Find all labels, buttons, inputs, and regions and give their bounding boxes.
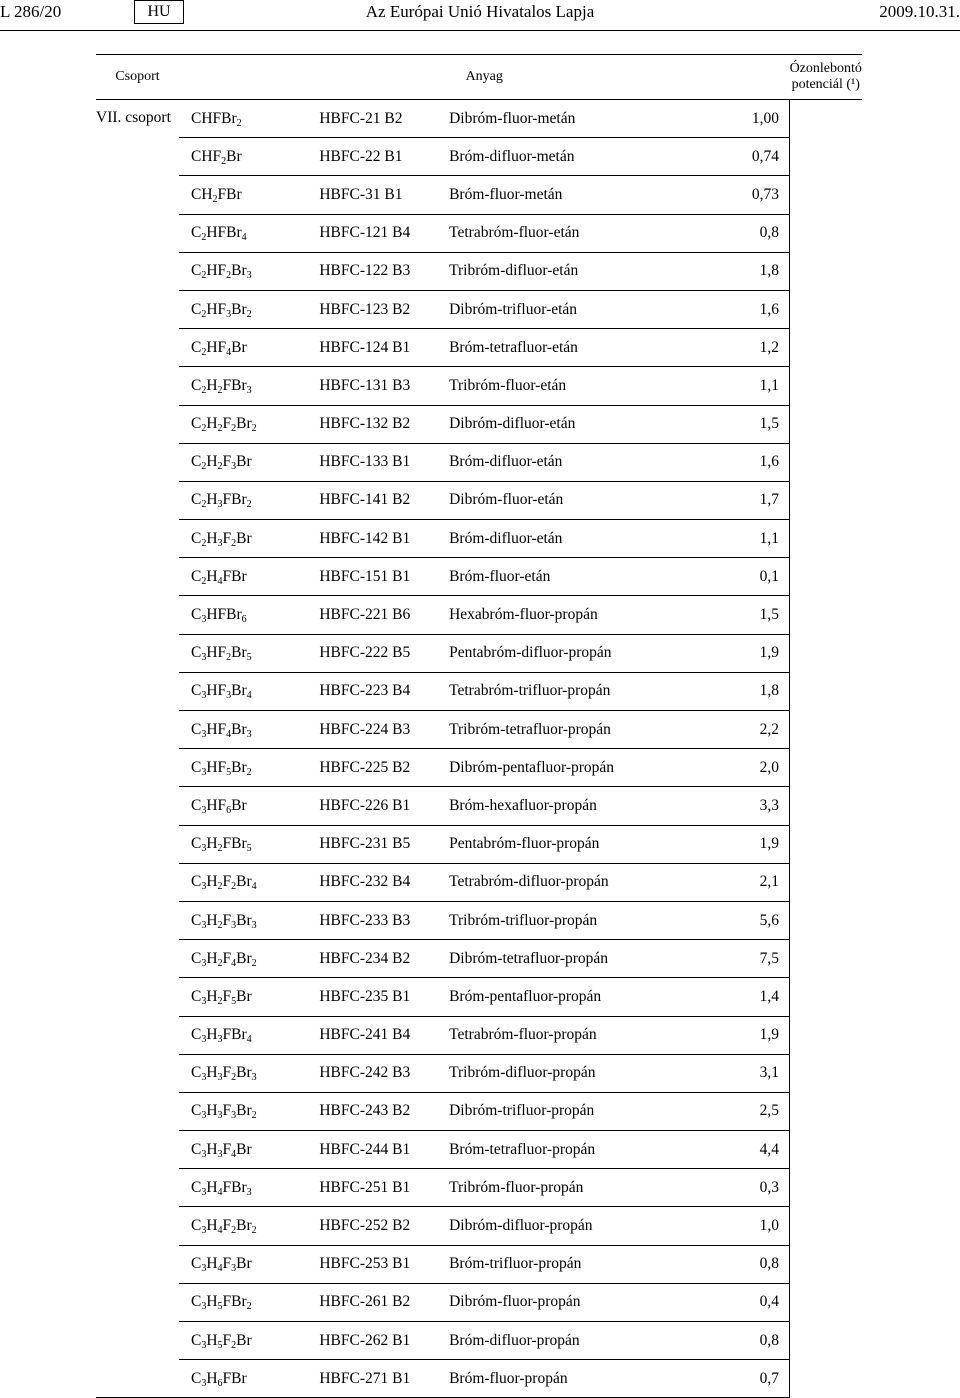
formula-cell: $C_3H_2F_5Br$ (179, 978, 319, 1016)
formula-cell: $C_2HF_3Br_2$ (179, 290, 319, 328)
name-cell: Bróm-difluor-metán (449, 138, 720, 176)
group-cell (96, 863, 179, 901)
group-cell (96, 1283, 179, 1321)
table-row (96, 940, 862, 978)
empty-cell (789, 1245, 862, 1283)
name-cell: Tetrabróm-fluor-propán (449, 1016, 720, 1054)
name-cell: Tetrabróm-trifluor-propán (449, 672, 720, 710)
language-badge: HU (134, 0, 184, 24)
group-cell (96, 940, 179, 978)
group-cell (96, 787, 179, 825)
formula-cell: CHFBr$_2$ (179, 100, 319, 138)
group-cell (96, 1322, 179, 1360)
code-cell: HBFC-261 B2 (319, 1283, 449, 1321)
formula-cell: $C_3H_3F_4Br$ (179, 1131, 319, 1169)
name-cell: Tribróm-trifluor-propán (449, 901, 720, 939)
group-cell (96, 634, 179, 672)
table-header-row (96, 55, 862, 100)
name-cell: Dibróm-difluor-etán (449, 405, 720, 443)
col-header-odp (789, 55, 862, 100)
name-cell: Tribróm-fluor-propán (449, 1169, 720, 1207)
group-cell (96, 138, 179, 176)
odp-cell: 0,74 (720, 138, 790, 176)
col-header-substance: Anyag (179, 55, 789, 100)
name-cell: Tribróm-difluor-etán (449, 252, 720, 290)
empty-cell (789, 405, 862, 443)
code-cell: HBFC-31 B1 (319, 176, 449, 214)
group-cell (96, 290, 179, 328)
empty-cell (789, 290, 862, 328)
code-cell: HBFC-223 B4 (319, 672, 449, 710)
name-cell: Bróm-difluor-etán (449, 520, 720, 558)
name-cell: Tribróm-difluor-propán (449, 1054, 720, 1092)
formula-cell: $C_3H_2FBr_5$ (179, 825, 319, 863)
name-cell: Dibróm-trifluor-etán (449, 290, 720, 328)
odp-cell: 1,1 (720, 520, 790, 558)
table-row (96, 1360, 862, 1398)
group-cell (96, 252, 179, 290)
name-cell: Tribróm-fluor-etán (449, 367, 720, 405)
table-row (96, 1245, 862, 1283)
code-cell: HBFC-124 B1 (319, 329, 449, 367)
table-row (96, 863, 862, 901)
group-cell (96, 481, 179, 519)
formula-cell: $C_3HF_6Br$ (179, 787, 319, 825)
name-cell: Bróm-fluor-metán (449, 176, 720, 214)
code-cell: HBFC-133 B1 (319, 443, 449, 481)
name-cell: Bróm-trifluor-propán (449, 1245, 720, 1283)
group-cell (96, 1207, 179, 1245)
group-cell (96, 901, 179, 939)
odp-cell: 1,2 (720, 329, 790, 367)
odp-cell: 0,8 (720, 1245, 790, 1283)
formula-cell: $C_2H_2FBr_3$ (179, 367, 319, 405)
name-cell: Tribróm-tetrafluor-propán (449, 711, 720, 749)
table-row (96, 978, 862, 1016)
group-cell (96, 596, 179, 634)
empty-cell (789, 711, 862, 749)
odp-cell: 0,8 (720, 1322, 790, 1360)
empty-cell (789, 443, 862, 481)
code-cell: HBFC-251 B1 (319, 1169, 449, 1207)
name-cell: Bróm-hexafluor-propán (449, 787, 720, 825)
name-cell: Dibróm-fluor-propán (449, 1283, 720, 1321)
group-cell (96, 1245, 179, 1283)
formula-cell: $C_3H_3F_3Br_2$ (179, 1092, 319, 1130)
code-cell: HBFC-22 B1 (319, 138, 449, 176)
odp-cell: 1,00 (720, 100, 790, 138)
empty-cell (789, 481, 862, 519)
odp-cell: 0,1 (720, 558, 790, 596)
formula-cell: $C_3H_6FBr$ (179, 1360, 319, 1398)
odp-cell: 5,6 (720, 901, 790, 939)
name-cell: Dibróm-tetrafluor-propán (449, 940, 720, 978)
name-cell: Tetrabróm-difluor-propán (449, 863, 720, 901)
group-cell (96, 1360, 179, 1398)
table-row (96, 1131, 862, 1169)
empty-cell (789, 901, 862, 939)
formula-cell: $C_2H_4FBr$ (179, 558, 319, 596)
formula-cell: $C_3H_4F_2Br_2$ (179, 1207, 319, 1245)
table-row (96, 901, 862, 939)
group-cell (96, 520, 179, 558)
table-row (96, 252, 862, 290)
code-cell: HBFC-21 B2 (319, 100, 449, 138)
col-header-odp-line2: potenciál (¹) (791, 77, 860, 92)
code-cell: HBFC-233 B3 (319, 901, 449, 939)
code-cell: HBFC-252 B2 (319, 1207, 449, 1245)
formula-cell: $C_3HF_3Br_4$ (179, 672, 319, 710)
code-cell: HBFC-141 B2 (319, 481, 449, 519)
group-cell (96, 711, 179, 749)
odp-cell: 1,9 (720, 634, 790, 672)
formula-cell: $C_3H_2F_4Br_2$ (179, 940, 319, 978)
empty-cell (789, 825, 862, 863)
code-cell: HBFC-142 B1 (319, 520, 449, 558)
odp-cell: 0,7 (720, 1360, 790, 1398)
name-cell: Dibróm-pentafluor-propán (449, 749, 720, 787)
formula-cell: $C_3H_4FBr_3$ (179, 1169, 319, 1207)
code-cell: HBFC-132 B2 (319, 405, 449, 443)
table-row (96, 711, 862, 749)
table-row (96, 481, 862, 519)
formula-cell: $C_3HFBr_6$ (179, 596, 319, 634)
code-cell: HBFC-221 B6 (319, 596, 449, 634)
group-cell (96, 176, 179, 214)
odp-cell: 2,2 (720, 711, 790, 749)
empty-cell (789, 1169, 862, 1207)
group-cell (96, 1092, 179, 1130)
empty-cell (789, 596, 862, 634)
name-cell: Bróm-difluor-propán (449, 1322, 720, 1360)
formula-cell: $C_3H_2F_2Br_4$ (179, 863, 319, 901)
formula-cell: $C_3H_3F_2Br_3$ (179, 1054, 319, 1092)
odp-cell: 1,1 (720, 367, 790, 405)
group-cell (96, 825, 179, 863)
empty-cell (789, 1092, 862, 1130)
group-cell (96, 367, 179, 405)
col-header-group: Csoport (96, 55, 179, 100)
group-cell (96, 978, 179, 1016)
code-cell: HBFC-122 B3 (319, 252, 449, 290)
odp-cell: 1,8 (720, 672, 790, 710)
empty-cell (789, 749, 862, 787)
odp-cell: 1,9 (720, 825, 790, 863)
name-cell: Bróm-difluor-etán (449, 443, 720, 481)
table-row (96, 787, 862, 825)
empty-cell (789, 787, 862, 825)
odp-cell: 1,5 (720, 405, 790, 443)
table-row (96, 329, 862, 367)
table-row (96, 1054, 862, 1092)
journal-title: Az Európai Unió Hivatalos Lapja (365, 2, 595, 21)
formula-cell: $C_2HF_4Br$ (179, 329, 319, 367)
group-cell (96, 672, 179, 710)
formula-cell: $C_2H_2F_3Br$ (179, 443, 319, 481)
odp-cell: 7,5 (720, 940, 790, 978)
formula-cell: $C_3H_3FBr_4$ (179, 1016, 319, 1054)
group-cell (96, 1016, 179, 1054)
code-cell: HBFC-231 B5 (319, 825, 449, 863)
formula-cell: $C_3H_2F_3Br_3$ (179, 901, 319, 939)
odp-cell: 1,8 (720, 252, 790, 290)
empty-cell (789, 252, 862, 290)
name-cell: Dibróm-fluor-metán (449, 100, 720, 138)
group-cell (96, 1054, 179, 1092)
group-label: VII. csoport (96, 108, 171, 126)
odp-cell: 1,9 (720, 1016, 790, 1054)
table-row (96, 825, 862, 863)
name-cell: Dibróm-fluor-etán (449, 481, 720, 519)
table-row (96, 100, 862, 138)
empty-cell (789, 978, 862, 1016)
code-cell: HBFC-151 B1 (319, 558, 449, 596)
formula-cell: $C_2H_2F_2Br_2$ (179, 405, 319, 443)
table-row (96, 367, 862, 405)
formula-cell: $C_3HF_2Br_5$ (179, 634, 319, 672)
odp-cell: 2,5 (720, 1092, 790, 1130)
odp-cell: 2,0 (720, 749, 790, 787)
empty-cell (789, 329, 862, 367)
code-cell: HBFC-242 B3 (319, 1054, 449, 1092)
group-cell (96, 405, 179, 443)
code-cell: HBFC-123 B2 (319, 290, 449, 328)
empty-cell (789, 672, 862, 710)
odp-cell: 1,5 (720, 596, 790, 634)
substance-table (96, 54, 862, 1398)
table-row (96, 290, 862, 328)
table-row (96, 558, 862, 596)
odp-cell: 1,6 (720, 443, 790, 481)
empty-cell (789, 634, 862, 672)
table-row (96, 1169, 862, 1207)
formula-cell: $C_2HF_2Br_3$ (179, 252, 319, 290)
col-header-odp-line1: Ózonlebontó (789, 61, 862, 76)
formula-cell: $C_3H_5FBr_2$ (179, 1283, 319, 1321)
code-cell: HBFC-244 B1 (319, 1131, 449, 1169)
odp-cell: 0,3 (720, 1169, 790, 1207)
code-cell: HBFC-224 B3 (319, 711, 449, 749)
table-row (96, 405, 862, 443)
code-cell: HBFC-234 B2 (319, 940, 449, 978)
table-row (96, 214, 862, 252)
code-cell: HBFC-241 B4 (319, 1016, 449, 1054)
group-cell (96, 558, 179, 596)
group-cell (96, 214, 179, 252)
formula-cell: $C_3H_4F_3Br$ (179, 1245, 319, 1283)
empty-cell (789, 1016, 862, 1054)
group-cell (96, 1169, 179, 1207)
issue-date: 2009.10.31. (879, 2, 960, 21)
name-cell: Tetrabróm-fluor-etán (449, 214, 720, 252)
group-cell (96, 329, 179, 367)
odp-cell: 3,3 (720, 787, 790, 825)
table-row (96, 1322, 862, 1360)
name-cell: Bróm-tetrafluor-etán (449, 329, 720, 367)
group-cell (96, 443, 179, 481)
table-row (96, 1092, 862, 1130)
odp-cell: 2,1 (720, 863, 790, 901)
formula-cell: $C_3H_5F_2Br$ (179, 1322, 319, 1360)
formula-cell: $C_2HFBr_4$ (179, 214, 319, 252)
code-cell: HBFC-225 B2 (319, 749, 449, 787)
empty-cell (789, 1322, 862, 1360)
empty-cell (789, 1054, 862, 1092)
empty-cell (789, 520, 862, 558)
code-cell: HBFC-121 B4 (319, 214, 449, 252)
empty-cell (789, 214, 862, 252)
code-cell: HBFC-243 B2 (319, 1092, 449, 1130)
odp-cell: 4,4 (720, 1131, 790, 1169)
table-row (96, 1207, 862, 1245)
formula-cell: $C_2H_3F_2Br$ (179, 520, 319, 558)
empty-cell (789, 940, 862, 978)
name-cell: Bróm-fluor-etán (449, 558, 720, 596)
odp-cell: 1,0 (720, 1207, 790, 1245)
table-row (96, 520, 862, 558)
name-cell: Bróm-pentafluor-propán (449, 978, 720, 1016)
table-row (96, 672, 862, 710)
code-cell: HBFC-262 B1 (319, 1322, 449, 1360)
table-row (96, 596, 862, 634)
name-cell: Bróm-tetrafluor-propán (449, 1131, 720, 1169)
table-row (96, 1016, 862, 1054)
empty-cell (789, 558, 862, 596)
code-cell: HBFC-222 B5 (319, 634, 449, 672)
name-cell: Dibróm-difluor-propán (449, 1207, 720, 1245)
odp-cell: 1,4 (720, 978, 790, 1016)
page-header (0, 0, 960, 31)
name-cell: Dibróm-trifluor-propán (449, 1092, 720, 1130)
table-row (96, 138, 862, 176)
odp-cell: 0,4 (720, 1283, 790, 1321)
code-cell: HBFC-232 B4 (319, 863, 449, 901)
code-cell: HBFC-226 B1 (319, 787, 449, 825)
odp-cell: 0,8 (720, 214, 790, 252)
group-cell (96, 749, 179, 787)
table-row (96, 749, 862, 787)
code-cell: HBFC-271 B1 (319, 1360, 449, 1398)
code-cell: HBFC-253 B1 (319, 1245, 449, 1283)
table-body (96, 100, 862, 1398)
formula-cell: $CHF_2Br$ (179, 138, 319, 176)
empty-cell (789, 367, 862, 405)
table-row (96, 443, 862, 481)
empty-cell (789, 100, 862, 138)
table-row (96, 634, 862, 672)
name-cell: Bróm-fluor-propán (449, 1360, 720, 1398)
group-cell (96, 1131, 179, 1169)
group-cell (96, 100, 179, 138)
formula-cell: $C_2H_3FBr_2$ (179, 481, 319, 519)
odp-cell: 0,73 (720, 176, 790, 214)
empty-cell (789, 1360, 862, 1398)
empty-cell (789, 1131, 862, 1169)
name-cell: Pentabróm-difluor-propán (449, 634, 720, 672)
formula-cell: $C_3HF_4Br_3$ (179, 711, 319, 749)
empty-cell (789, 138, 862, 176)
table-row (96, 1283, 862, 1321)
table-row (96, 176, 862, 214)
code-cell: HBFC-131 B3 (319, 367, 449, 405)
code-cell: HBFC-235 B1 (319, 978, 449, 1016)
empty-cell (789, 1283, 862, 1321)
empty-cell (789, 863, 862, 901)
odp-cell: 1,7 (720, 481, 790, 519)
formula-cell: $C_3HF_5Br_2$ (179, 749, 319, 787)
empty-cell (789, 176, 862, 214)
formula-cell: $CH_2FBr$ (179, 176, 319, 214)
odp-cell: 3,1 (720, 1054, 790, 1092)
odp-cell: 1,6 (720, 290, 790, 328)
empty-cell (789, 1207, 862, 1245)
page-number: L 286/20 (0, 2, 62, 21)
name-cell: Hexabróm-fluor-propán (449, 596, 720, 634)
name-cell: Pentabróm-fluor-propán (449, 825, 720, 863)
